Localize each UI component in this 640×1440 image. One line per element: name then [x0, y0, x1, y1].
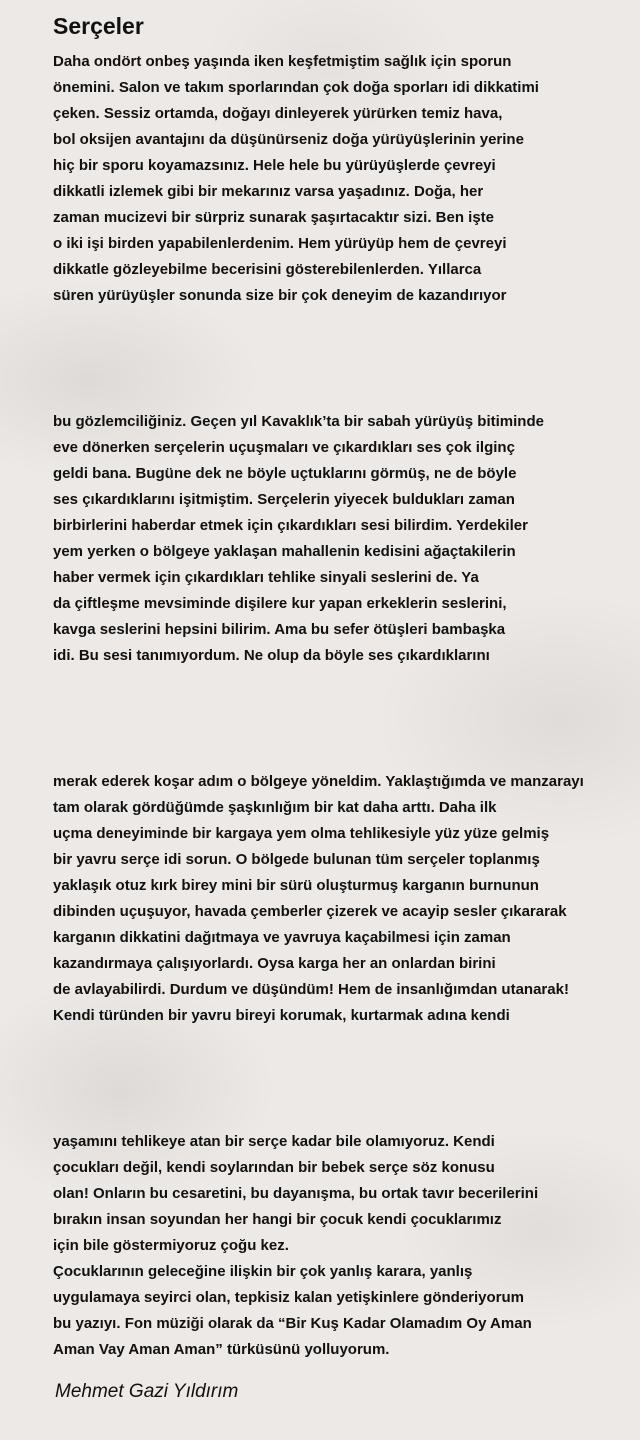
text-line: o iki işi birden yapabilenlerdenim. Hem yürüyüp hem de çevreyi: [53, 235, 507, 252]
text-line: yem yerken o bölgeye yaklaşan mahallenin kedisini ağaçtakilerin: [53, 543, 516, 560]
text-line: hiç bir sporu koyamazsınız. Hele hele bu yürüyüşlerde çevreyi: [53, 157, 496, 174]
text-line: yaklaşık otuz kırk birey mini bir sürü oluşturmuş karganın burnunun: [53, 877, 539, 894]
text-line: bırakın insan soyundan her hangi bir çocuk kendi çocuklarımız: [53, 1211, 502, 1228]
text-line: çeken. Sessiz ortamda, doğayı dinleyerek yürürken temiz hava,: [53, 105, 503, 122]
text-line: haber vermek için çıkardıkları tehlike sinyali seslerini de. Ya: [53, 569, 479, 586]
text-line: bol oksijen avantajını da düşünürseniz doğa yürüyüşlerinin yerine: [53, 131, 524, 148]
text-line: için bile göstermiyoruz çoğu kez.: [53, 1237, 289, 1254]
text-line: uygulamaya seyirci olan, tepkisiz kalan yetişkinlere gönderiyorum: [53, 1289, 525, 1306]
text-line: de avlayabilirdi. Durdum ve düşündüm! Hem de insanlığımdan utanarak!: [53, 981, 569, 998]
text-line: merak ederek koşar adım o bölgeye yöneldim. Yaklaştığımda ve manzarayı: [53, 773, 584, 790]
text-line: Çocuklarının geleceğine ilişkin bir çok yanlış karara, yanlış: [53, 1263, 473, 1280]
text-line: yaşamını tehlikeye atan bir serçe kadar bile olamıyoruz. Kendi: [53, 1133, 495, 1150]
text-line: dikkatle gözleyebilme becerisini gösterebilenlerden. Yıllarca: [53, 261, 482, 278]
text-line: dikkatli izlemek gibi bir mekarınız varsa yaşadınız. Doğa, her: [53, 183, 484, 200]
text-line: da çiftleşme mevsiminde dişilere kur yapan erkeklerin seslerini,: [53, 595, 507, 612]
text-line: Kendi türünden bir yavru bireyi korumak, kurtarmak adına kendi: [53, 1007, 510, 1024]
text-line: karganın dikkatini dağıtmaya ve yavruya kaçabilmesi için zaman: [53, 929, 511, 946]
text-line: idi. Bu sesi tanımıyordum. Ne olup da böyle ses çıkardıklarını: [53, 647, 490, 664]
text-line: geldi bana. Bugüne dek ne böyle uçtuklarını görmüş, ne de böyle: [53, 465, 517, 482]
text-line: Aman Vay Aman Aman” türküsünü yolluyorum.: [53, 1341, 390, 1358]
text-line: uçma deneyiminde bir kargaya yem olma tehlikesiyle yüz yüze gelmiş: [53, 825, 550, 842]
text-line: ses çıkardıklarını işitmiştim. Serçelerin yiyecek buldukları zaman: [53, 491, 515, 508]
paragraph-1: [53, 49, 635, 309]
text-line: Daha ondört onbeş yaşında iken keşfetmiştim sağlık için sporun: [53, 53, 512, 70]
text-line: bu gözlemciliğiniz. Geçen yıl Kavaklık’ta bir sabah yürüyüş bitiminde: [53, 413, 544, 430]
text-line: eve dönerken serçelerin uçuşmaları ve çıkardıkları ses çok ilginç: [53, 439, 515, 456]
paragraph-3: [53, 769, 635, 1029]
author-signature: Mehmet Gazi Yıldırım: [55, 1381, 239, 1402]
text-line: süren yürüyüşler sonunda size bir çok deneyim de kazandırıyor: [53, 287, 507, 304]
text-line: tam olarak gördüğümde şaşkınlığım bir kat daha arttı. Daha ilk: [53, 799, 497, 816]
text-line: önemini. Salon ve takım sporlarından çok doğa sporları idi dikkatimi: [53, 79, 539, 96]
paragraph-2: [53, 409, 635, 669]
text-line: dibinden uçuşuyor, havada çemberler çizerek ve acayip sesler çıkararak: [53, 903, 567, 920]
text-line: bu yazıyı. Fon müziği olarak da “Bir Kuş Kadar Olamadım Oy Aman: [53, 1315, 532, 1332]
text-line: birbirlerini haberdar etmek için çıkardıkları sesi bilirdim. Yerdekiler: [53, 517, 528, 534]
text-line: kazandırmaya çalışıyorlardı. Oysa karga her an onlardan birini: [53, 955, 496, 972]
text-line: olan! Onların bu cesaretini, bu dayanışma, bu ortak tavır becerilerini: [53, 1185, 539, 1202]
page-title: Serçeler: [53, 13, 144, 39]
text-line: çocukları değil, kendi soylarından bir bebek serçe söz konusu: [53, 1159, 495, 1176]
text-line: zaman mucizevi bir sürpriz sunarak şaşırtacaktır sizi. Ben işte: [53, 209, 495, 226]
text-line: kavga seslerini hepsini bilirim. Ama bu sefer ötüşleri bambaşka: [53, 621, 506, 638]
paragraph-4: [53, 1129, 635, 1363]
text-line: bir yavru serçe idi sorun. O bölgede bulunan tüm serçeler toplanmış: [53, 851, 540, 868]
